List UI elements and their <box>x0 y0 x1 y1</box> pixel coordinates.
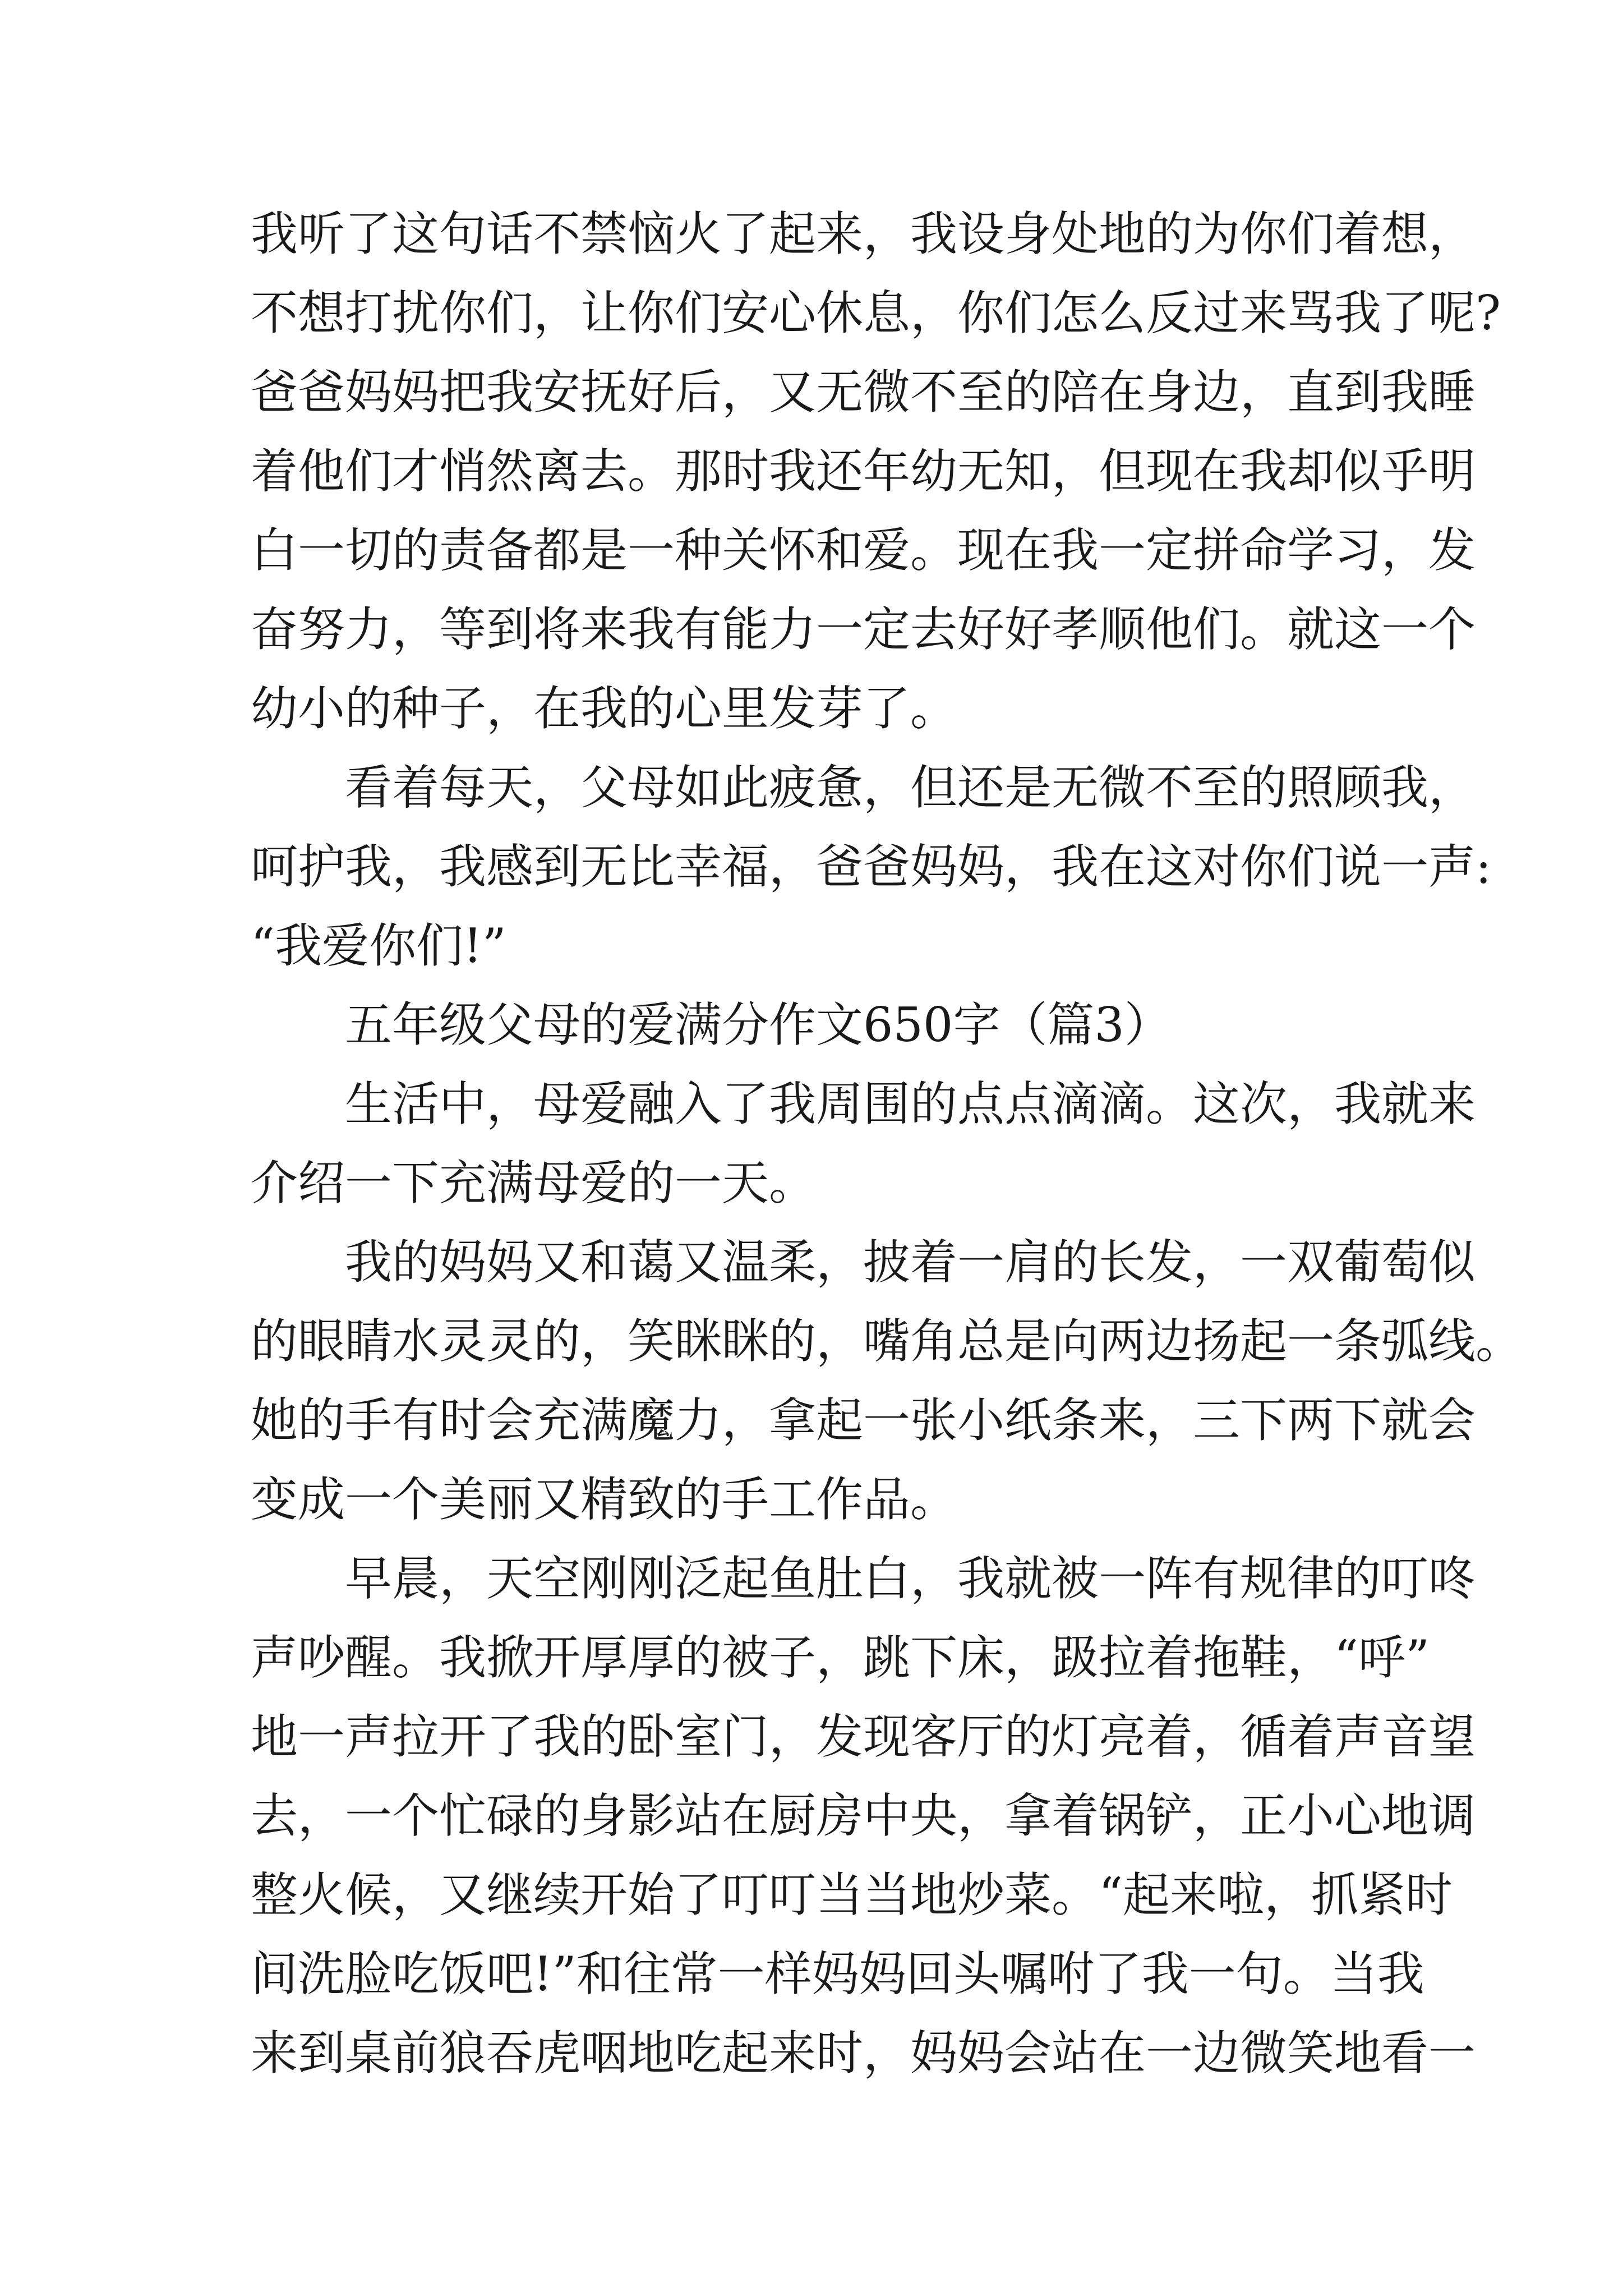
text-line: 不想打扰你们，让你们安心休息，你们怎么反过来骂我了呢? <box>251 286 1501 341</box>
text-line: 介绍一下充满母爱的一天。 <box>251 1156 817 1211</box>
text-line: 间洗脸吃饭吧!”和往常一样妈妈回头嘱咐了我一句。当我 <box>251 1947 1424 2001</box>
text-line: 生活中，母爱融入了我周围的点点滴滴。这次，我就来 <box>345 1076 1476 1131</box>
text-line: 爸爸妈妈把我安抚好后，又无微不至的陪在身边，直到我睡 <box>251 365 1476 420</box>
text-line: 五年级父母的爱满分作文650字（篇3） <box>345 997 1172 1052</box>
text-line: 我听了这句话不禁恼火了起来，我设身处地的为你们着想， <box>251 206 1476 261</box>
text-line: 她的手有时会充满魔力，拿起一张小纸条来，三下两下就会 <box>251 1393 1476 1448</box>
text-line: 变成一个美丽又精致的手工作品。 <box>251 1472 958 1527</box>
text-line: “我爱你们!” <box>251 918 506 973</box>
text-line: 幼小的种子，在我的心里发芽了。 <box>251 681 958 736</box>
text-line: 声吵醒。我掀开厚厚的被子，跳下床，趿拉着拖鞋，“呼” <box>251 1630 1430 1685</box>
text-line: 去，一个忙碌的身影站在厨房中央，拿着锅铲，正小心地调 <box>251 1788 1476 1843</box>
text-line: 地一声拉开了我的卧室门，发现客厅的灯亮着，循着声音望 <box>251 1709 1476 1764</box>
text-line: 早晨，天空刚刚泛起鱼肚白，我就被一阵有规律的叮咚 <box>345 1551 1476 1606</box>
text-line: 奋努力，等到将来我有能力一定去好好孝顺他们。就这一个 <box>251 602 1476 657</box>
text-line: 来到桌前狼吞虎咽地吃起来时，妈妈会站在一边微笑地看一 <box>251 2026 1476 2081</box>
text-line: 看着每天，父母如此疲惫，但还是无微不至的照顾我， <box>345 760 1476 815</box>
text-line: 着他们才悄然离去。那时我还年幼无知，但现在我却似乎明 <box>251 444 1476 499</box>
text-line: 我的妈妈又和蔼又温柔，披着一肩的长发，一双葡萄似 <box>345 1235 1476 1290</box>
text-line: 白一切的责备都是一种关怀和爱。现在我一定拼命学习，发 <box>251 523 1476 578</box>
text-line: 呵护我，我感到无比幸福，爸爸妈妈，我在这对你们说一声: <box>251 839 1492 894</box>
text-line: 的眼睛水灵灵的，笑眯眯的，嘴角总是向两边扬起一条弧线。 <box>251 1314 1523 1369</box>
text-line: 整火候，又继续开始了叮叮当当地炒菜。“起来啦，抓紧时 <box>251 1867 1453 1922</box>
